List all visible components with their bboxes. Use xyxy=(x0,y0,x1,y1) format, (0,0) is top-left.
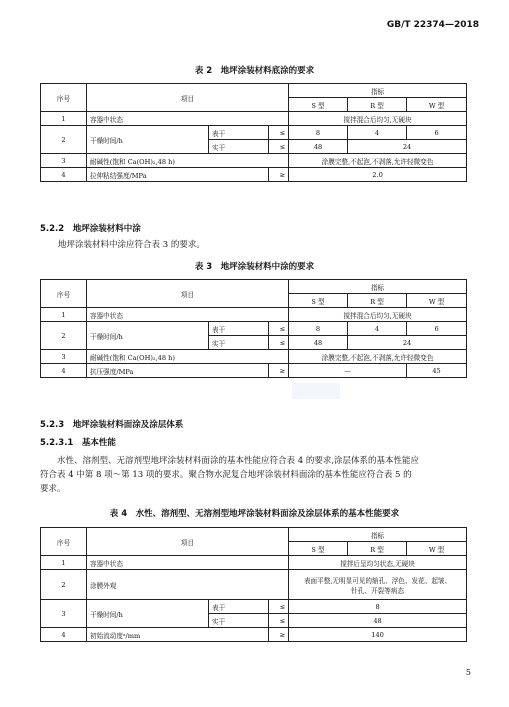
header-item: 项目 xyxy=(87,280,289,308)
row-item: 拉伸粘结强度/MPa xyxy=(87,168,269,182)
section-5-2-2-text: 地坪涂装材料中涂应符合表 3 的要求。 xyxy=(58,240,205,250)
header-s-type: S 型 xyxy=(289,542,348,556)
paragraph-line: 要求。 xyxy=(40,484,66,494)
row-symbol: ≤ xyxy=(269,336,289,350)
header-item: 项目 xyxy=(87,84,289,112)
row-value: 140 xyxy=(289,628,467,642)
section-5-2-2-heading: 5.2.2 地坪涂装材料中涂 xyxy=(40,224,141,234)
page-number: 5 xyxy=(465,668,471,677)
header-index: 指标 xyxy=(289,84,467,98)
row-item: 容器中状态 xyxy=(87,112,289,126)
table-row xyxy=(41,322,467,336)
header-item: 项目 xyxy=(87,528,289,556)
paragraph-line: 水性、溶剂型、无溶剂型地坪涂装材料面涂的基本性能应符合表 4 的要求,涂层体系的基本性能应 xyxy=(40,456,420,466)
row-value-s: 48 xyxy=(289,140,348,154)
row-item: 耐碱性(饱和 Ca(OH)₂,48 h) xyxy=(87,154,289,168)
row-value-r: 4 xyxy=(348,126,407,140)
row-value: 涂膜完整,不起泡,不剥落,允许轻微变色 xyxy=(289,154,467,168)
row-symbol: ≥ xyxy=(269,364,289,378)
row-value: 搅拌混合后均匀,无硬块 xyxy=(289,308,467,322)
row-number: 4 xyxy=(41,168,87,182)
row-number: 1 xyxy=(41,112,87,126)
row-item: 抗压强度/MPa xyxy=(87,364,269,378)
header-seq: 序号 xyxy=(41,84,87,112)
row-number: 1 xyxy=(41,556,87,570)
row-value: 8 xyxy=(289,600,467,614)
row-number: 4 xyxy=(41,364,87,378)
row-symbol: ≥ xyxy=(269,168,289,182)
row-value-rw: 24 xyxy=(348,336,467,350)
row-subitem: 实干 xyxy=(209,336,269,350)
table-row xyxy=(41,168,467,182)
header-r-type: R 型 xyxy=(348,294,407,308)
row-value-w: 6 xyxy=(407,322,467,336)
row-number: 3 xyxy=(41,154,87,168)
row-subitem: 表干 xyxy=(209,126,269,140)
row-item: 干燥时间/h xyxy=(87,126,209,154)
row-item: 涂膜外观 xyxy=(87,570,289,600)
header-seq: 序号 xyxy=(41,280,87,308)
header-r-type: R 型 xyxy=(348,542,407,556)
row-value-s: 48 xyxy=(289,336,348,350)
row-value: 涂膜完整,不起泡,不剥落,允许轻微变色 xyxy=(289,350,467,364)
row-value-w: 6 xyxy=(407,126,467,140)
row-symbol: ≤ xyxy=(269,614,289,628)
row-value xyxy=(289,570,467,600)
row-number: 3 xyxy=(41,350,87,364)
table-row xyxy=(41,350,467,364)
row-value-line: 针孔、开裂等病态 xyxy=(351,586,404,595)
header-s-type: S 型 xyxy=(289,294,348,308)
row-item: 干燥时间/h xyxy=(87,600,209,628)
row-subitem: 实干 xyxy=(209,140,269,154)
row-symbol: ≥ xyxy=(269,628,289,642)
row-symbol: ≤ xyxy=(269,322,289,336)
watermark xyxy=(292,383,340,399)
standard-code: GB/T 22374—2018 xyxy=(386,20,479,30)
header-seq: 序号 xyxy=(41,528,87,556)
section-5-2-3-1-heading: 5.2.3.1 基本性能 xyxy=(40,438,116,448)
row-symbol: ≤ xyxy=(269,600,289,614)
header-w-type: W 型 xyxy=(407,542,467,556)
header-r-type: R 型 xyxy=(348,98,407,112)
header-w-type: W 型 xyxy=(407,294,467,308)
row-number: 2 xyxy=(41,126,87,154)
table-row xyxy=(41,628,467,642)
row-subitem: 实干 xyxy=(209,614,269,628)
header-s-type: S 型 xyxy=(289,98,348,112)
row-subitem: 表干 xyxy=(209,322,269,336)
table-row xyxy=(41,364,467,378)
table-2 xyxy=(40,83,467,182)
row-number: 1 xyxy=(41,308,87,322)
row-item: 容器中状态 xyxy=(87,556,289,570)
row-value: 48 xyxy=(289,614,467,628)
row-value: 搅拌混合后均匀,无硬块 xyxy=(289,112,467,126)
row-symbol: ≤ xyxy=(269,140,289,154)
row-item: 初始流动度ᵃ/mm xyxy=(87,628,269,642)
table-row xyxy=(41,570,467,600)
row-number: 2 xyxy=(41,570,87,600)
row-value-s: 8 xyxy=(289,126,348,140)
table-row xyxy=(41,308,467,322)
row-value-w: 45 xyxy=(407,364,467,378)
section-5-2-3-heading: 5.2.3 地坪涂装材料面涂及涂层体系 xyxy=(40,420,184,430)
row-number: 4 xyxy=(41,628,87,642)
row-value-rw: 24 xyxy=(348,140,467,154)
table-row xyxy=(41,600,467,614)
table-2-caption: 表 2 地坪涂装材料底涂的要求 xyxy=(194,66,315,76)
row-symbol: ≤ xyxy=(269,126,289,140)
header-index: 指标 xyxy=(289,280,467,294)
row-value: 2.0 xyxy=(289,168,467,182)
row-value: 搅拌后呈均匀状态,无硬块 xyxy=(289,556,467,570)
row-item: 耐碱性(饱和 Ca(OH)₂,48 h) xyxy=(87,350,289,364)
table-row xyxy=(41,154,467,168)
header-index: 指标 xyxy=(289,528,467,542)
row-subitem: 表干 xyxy=(209,600,269,614)
table-row xyxy=(41,126,467,140)
table-4 xyxy=(40,527,467,642)
paragraph-line: 符合表 4 中第 8 项～第 13 项的要求。聚合物水泥复合地坪涂装材料面涂的基本性能应符合表 5 的 xyxy=(40,470,412,480)
row-value-s: 8 xyxy=(289,322,348,336)
table-row xyxy=(41,112,467,126)
table-row xyxy=(41,556,467,570)
row-number: 3 xyxy=(41,600,87,628)
table-4-caption: 表 4 水性、溶剂型、无溶剂型地坪涂装材料面涂及涂层体系的基本性能要求 xyxy=(109,509,400,519)
row-item: 容器中状态 xyxy=(87,308,289,322)
row-number: 2 xyxy=(41,322,87,350)
row-item: 干燥时间/h xyxy=(87,322,209,350)
header-w-type: W 型 xyxy=(407,98,467,112)
row-value-line: 表面平整,无明显可见的缩孔、浮色、发花、起皱、 xyxy=(303,576,452,585)
table-3-caption: 表 3 地坪涂装材料中涂的要求 xyxy=(194,262,315,272)
table-3 xyxy=(40,279,467,378)
section-5-2-3-1-paragraph xyxy=(40,454,470,496)
row-value-r: 4 xyxy=(348,322,407,336)
row-value-sr: — xyxy=(289,364,407,378)
